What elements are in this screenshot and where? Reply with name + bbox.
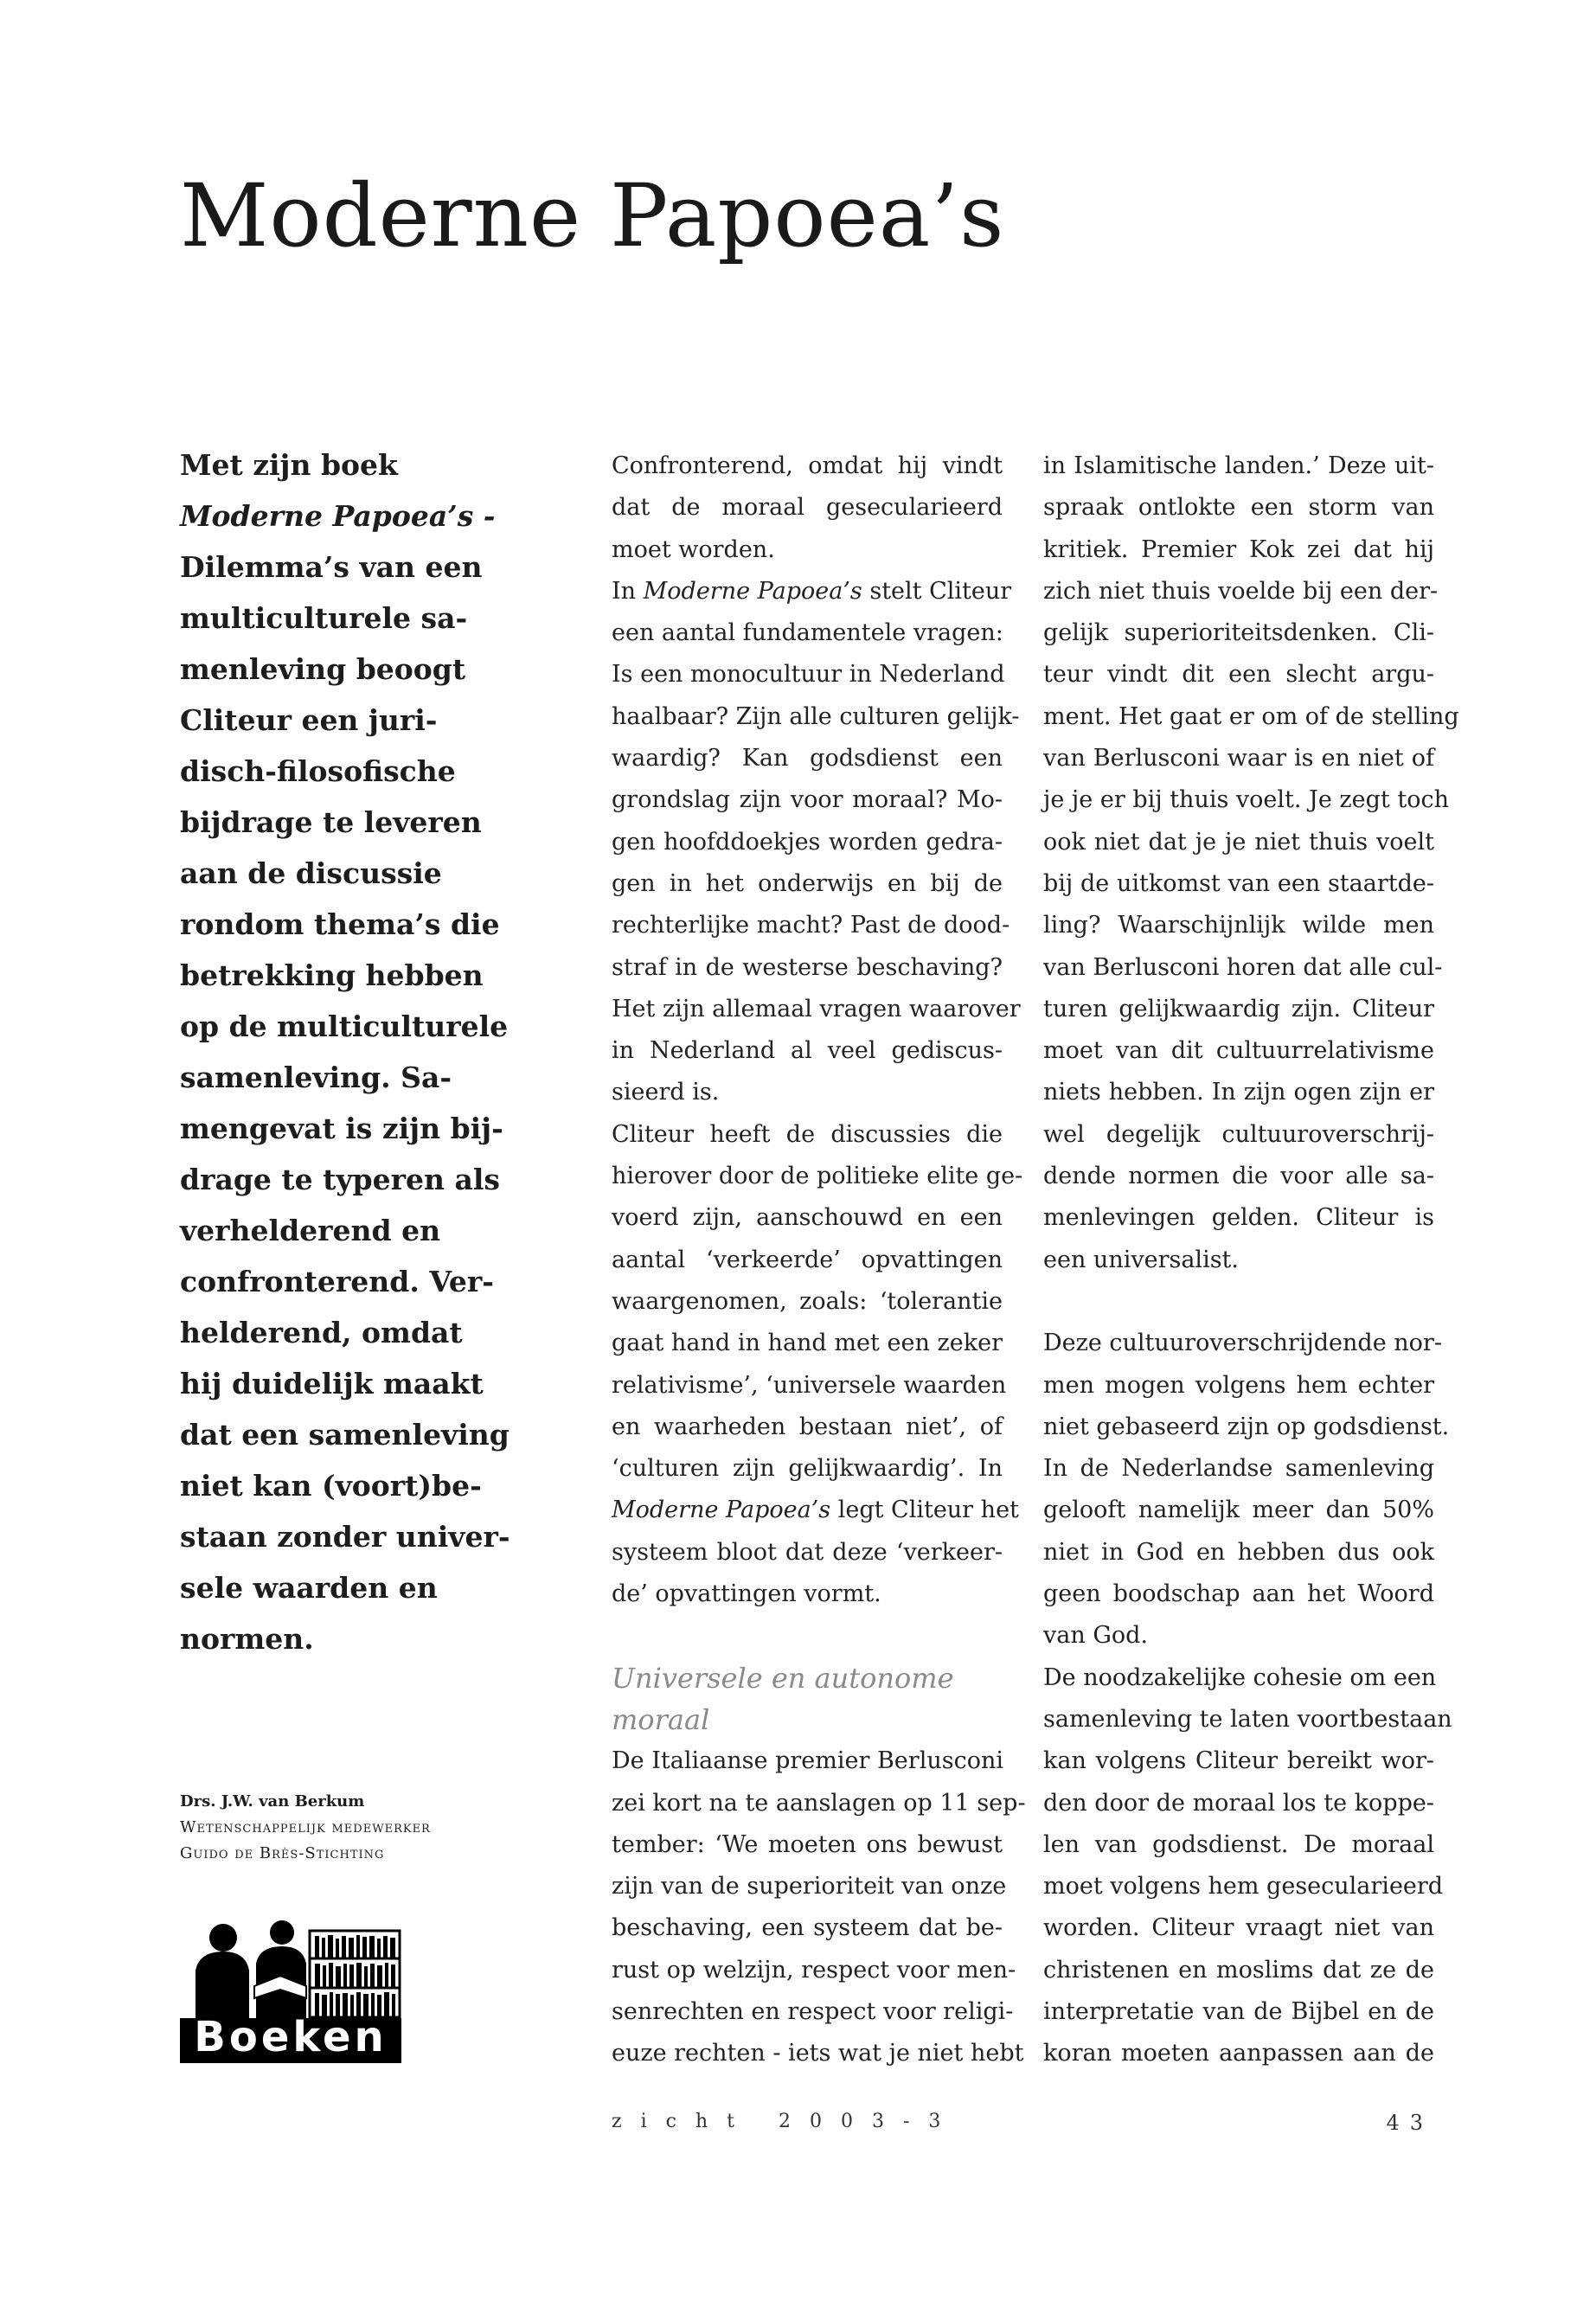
text-line: van God. bbox=[1043, 1622, 1149, 1650]
body-column-2 bbox=[612, 445, 1026, 2075]
text-line: moet worden. bbox=[612, 535, 775, 563]
text-line-with-book-title: Moderne Papoea’s legt Cliteur het bbox=[612, 1497, 1019, 1524]
author-name: Drs. J.W. van Berkum bbox=[180, 1792, 365, 1811]
text-line: systeem bloot dat deze ‘verkeer- bbox=[612, 1538, 1003, 1566]
text-line: De noodzakelijke cohesie om een bbox=[1043, 1663, 1437, 1691]
text-line: een universalist. bbox=[1043, 1246, 1239, 1273]
logo-label: Boeken bbox=[194, 2013, 388, 2061]
text-line: gelijk superioriteitsdenken. Cli- bbox=[1043, 619, 1434, 647]
author-role: Wetenschappelijk medewerker bbox=[180, 1818, 431, 1836]
text-line: niet gebaseerd zijn op godsdienst. bbox=[1043, 1413, 1450, 1440]
text-line: in Nederland al veel gediscus- bbox=[612, 1037, 1003, 1065]
text-line: niets hebben. In zijn ogen zijn er bbox=[1043, 1079, 1434, 1106]
intro-line: helderend, omdat bbox=[180, 1316, 463, 1349]
text-line: je je er bij thuis voelt. Je zegt toch bbox=[1043, 786, 1449, 814]
text-line: wel degelijk cultuuroverschrij- bbox=[1043, 1120, 1434, 1148]
text-line: haalbaar? Zijn alle culturen gelijk- bbox=[612, 702, 1020, 730]
intro-line: betrekking hebben bbox=[180, 958, 484, 992]
text-line: ‘culturen zijn gelijkwaardig’. In bbox=[612, 1455, 1003, 1483]
text-line: De Italiaanse premier Berlusconi bbox=[612, 1747, 1003, 1775]
text-line: worden. Cliteur vraagt niet van bbox=[1043, 1914, 1434, 1942]
text-line: waardig? Kan godsdienst een bbox=[612, 745, 1003, 772]
text-line: euze rechten - iets wat je niet hebt bbox=[612, 2040, 1024, 2067]
text-line: moet van dit cultuurrelativisme bbox=[1043, 1037, 1434, 1065]
text-line: ook niet dat je je niet thuis voelt bbox=[1043, 828, 1434, 856]
intro-line: staan zonder univer- bbox=[180, 1520, 510, 1554]
text-line: Deze cultuuroverschrijdende nor- bbox=[1043, 1330, 1442, 1357]
article-title: Moderne Papoea’s bbox=[180, 165, 1005, 266]
paragraph-gap bbox=[1043, 1281, 1434, 1323]
intro-line: dat een samenleving bbox=[180, 1418, 510, 1452]
body-column-3 bbox=[1043, 445, 1459, 2075]
text-line: rust op welzijn, respect voor men- bbox=[612, 1956, 1016, 1984]
intro-line: niet kan (voort)be- bbox=[180, 1469, 482, 1503]
text-line: aantal ‘verkeerde’ opvattingen bbox=[612, 1246, 1003, 1273]
text-line: sieerd is. bbox=[612, 1079, 720, 1106]
intro-line: verhelderend en bbox=[180, 1214, 441, 1247]
text-line: kan volgens Cliteur bereikt wor- bbox=[1043, 1747, 1434, 1775]
book-title: Moderne Papoea’s bbox=[643, 577, 862, 605]
text-line: moet volgens hem gesecularieerd bbox=[1043, 1873, 1444, 1900]
intro-line: Cliteur een juri- bbox=[180, 703, 438, 737]
text-line: ling? Waarschijnlijk wilde men bbox=[1043, 912, 1434, 939]
intro-line-book-title: Moderne Papoea’s - bbox=[180, 499, 496, 533]
text-line: hierover door de politieke elite ge- bbox=[612, 1163, 1023, 1190]
text-line: gen in het onderwijs en bij de bbox=[612, 869, 1003, 897]
text-line: menlevingen gelden. Cliteur is bbox=[1043, 1204, 1434, 1232]
text-line: interpretatie van de Bijbel en de bbox=[1043, 1997, 1434, 2025]
text-line: koran moeten aanpassen aan de bbox=[1043, 2040, 1434, 2067]
text-line: niet in God en hebben dus ook bbox=[1043, 1538, 1434, 1566]
intro-line: normen. bbox=[180, 1622, 314, 1656]
intro-line: Dilemma’s van een bbox=[180, 550, 483, 584]
page-number: 43 bbox=[1386, 2111, 1433, 2135]
intro-line: bijdrage te leveren bbox=[180, 805, 482, 839]
text-line: bij de uitkomst van een staartde- bbox=[1043, 869, 1434, 897]
text-line: straf in de westerse beschaving? bbox=[612, 953, 1003, 981]
text-line: geen boodschap aan het Woord bbox=[1043, 1580, 1434, 1608]
text-line-with-book-title: In Moderne Papoea’s stelt Cliteur bbox=[612, 577, 1012, 605]
text-line: relativisme’, ‘universele waarden bbox=[612, 1371, 1007, 1399]
text-line: zijn van de superioriteit van onze bbox=[612, 1873, 1007, 1900]
text-line: de’ opvattingen vormt. bbox=[612, 1580, 881, 1608]
intro-line: op de multiculturele bbox=[180, 1009, 509, 1043]
book-title: Moderne Papoea’s bbox=[612, 1497, 831, 1524]
text-line: len van godsdienst. De moraal bbox=[1043, 1830, 1434, 1858]
intro-line: mengevat is zijn bij- bbox=[180, 1112, 503, 1145]
text-line: van Berlusconi horen dat alle cul- bbox=[1043, 953, 1443, 981]
text-line: beschaving, een systeem dat be- bbox=[612, 1914, 1003, 1942]
text-line: en waarheden bestaan niet’, of bbox=[612, 1413, 1003, 1440]
text-line: waargenomen, zoals: ‘tolerantie bbox=[612, 1287, 1003, 1315]
text-line: in Islamitische landen.’ Deze uit- bbox=[1043, 452, 1434, 479]
text-line: den door de moraal los te koppe- bbox=[1043, 1789, 1434, 1817]
intro-line: disch-filosofische bbox=[180, 754, 456, 788]
text-line: van Berlusconi waar is en niet of bbox=[1043, 745, 1434, 772]
intro-line: Met zijn boek bbox=[180, 448, 398, 482]
author-organization: Guido de Brès-Stichting bbox=[180, 1844, 385, 1862]
text-line: rechterlijke macht? Past de dood- bbox=[612, 912, 1010, 939]
intro-line: hij duidelijk maakt bbox=[180, 1367, 484, 1400]
text-line: Cliteur heeft de discussies die bbox=[612, 1120, 1003, 1148]
text-line: samenleving te laten voortbestaan bbox=[1043, 1705, 1452, 1733]
text-line: tember: ‘We moeten ons bewust bbox=[612, 1830, 1003, 1858]
text-line: dende normen die voor alle sa- bbox=[1043, 1163, 1434, 1190]
text-line: Is een monocultuur in Nederland bbox=[612, 661, 1005, 689]
text-line: voerd zijn, aanschouwd en een bbox=[612, 1204, 1003, 1232]
text-line: men mogen volgens hem echter bbox=[1043, 1371, 1434, 1399]
intro-line: multiculturele sa- bbox=[180, 601, 468, 635]
text-line: senrechten en respect voor religi- bbox=[612, 1997, 1014, 2025]
text-line: gelooft namelijk meer dan 50% bbox=[1043, 1497, 1434, 1524]
text-line: gen hoofddoekjes worden gedra- bbox=[612, 828, 1003, 856]
text-line: grondslag zijn voor moraal? Mo- bbox=[612, 786, 1003, 814]
intro-line: menleving beoogt bbox=[180, 652, 466, 686]
paragraph-gap bbox=[612, 1615, 1003, 1657]
text-line: In de Nederlandse samenleving bbox=[1043, 1455, 1434, 1483]
text-line: spraak ontlokte een storm van bbox=[1043, 494, 1434, 522]
text-line: ment. Het gaat er om of de stelling bbox=[1043, 702, 1459, 730]
intro-line: drage te typeren als bbox=[180, 1163, 500, 1196]
text-line: gaat hand in hand met een zeker bbox=[612, 1330, 1003, 1357]
text-line: teur vindt dit een slecht argu- bbox=[1043, 661, 1434, 689]
text-line: zich niet thuis voelde bij een der- bbox=[1043, 577, 1439, 605]
text-line: zei kort na te aanslagen op 11 sep- bbox=[612, 1789, 1026, 1817]
text-line: Het zijn allemaal vragen waarover bbox=[612, 995, 1021, 1022]
text-line: Confronterend, omdat hij vindt bbox=[612, 452, 1003, 479]
text-line: dat de moraal gesecularieerd bbox=[612, 494, 1003, 522]
intro-line: confronterend. Ver- bbox=[180, 1265, 494, 1298]
intro-line: aan de discussie bbox=[180, 856, 442, 890]
author-block bbox=[180, 1789, 431, 1867]
journal-footer: zicht 2003-3 bbox=[612, 2111, 960, 2132]
section-heading: Universele en autonome bbox=[612, 1661, 954, 1695]
text-line: een aantal fundamentele vragen: bbox=[612, 619, 1003, 647]
section-heading: moraal bbox=[612, 1702, 710, 1736]
intro-lead bbox=[180, 439, 509, 1664]
intro-line: samenleving. Sa- bbox=[180, 1061, 452, 1094]
text-line: kritiek. Premier Kok zei dat hij bbox=[1043, 535, 1434, 563]
text-line: christenen en moslims dat ze de bbox=[1043, 1956, 1434, 1984]
boeken-logo bbox=[180, 1919, 401, 2063]
text-line: turen gelijkwaardig zijn. Cliteur bbox=[1043, 995, 1434, 1022]
reading-people-icon bbox=[180, 1919, 401, 2018]
intro-line: rondom thema’s die bbox=[180, 907, 500, 941]
intro-line: sele waarden en bbox=[180, 1571, 438, 1605]
